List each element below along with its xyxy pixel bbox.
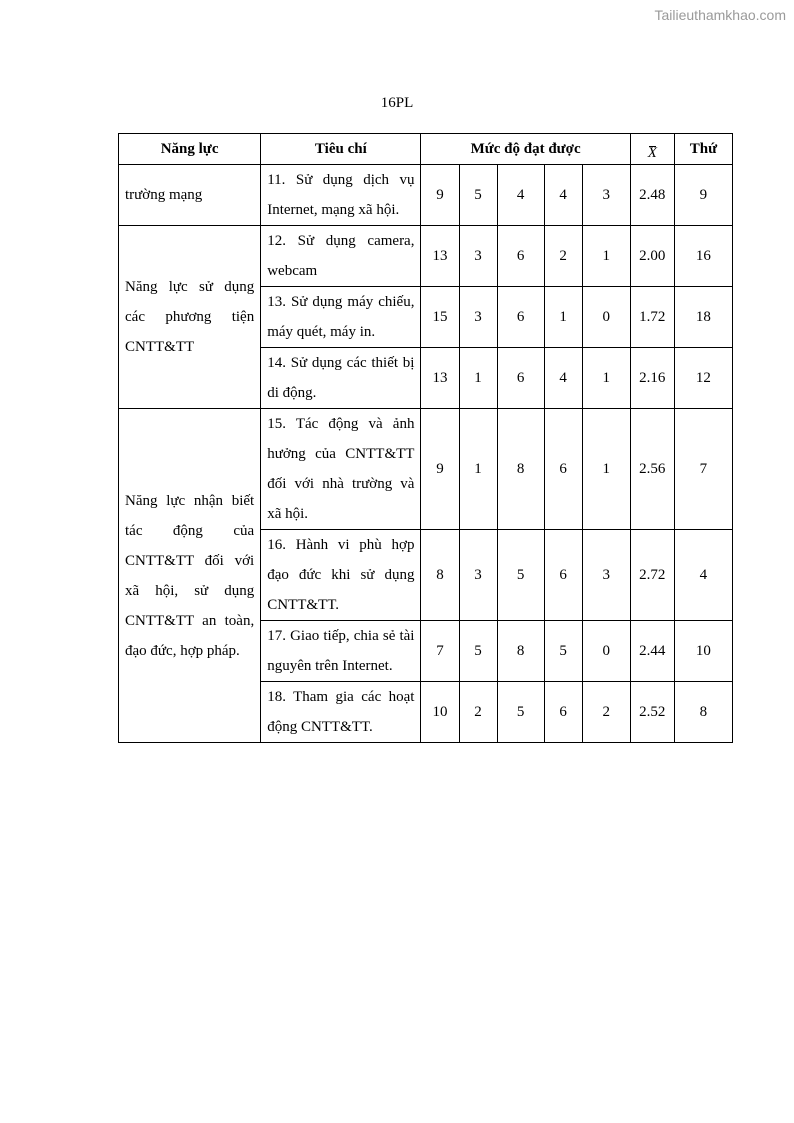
rank-cell: 7 <box>674 409 732 530</box>
level-count-cell: 3 <box>582 530 630 621</box>
results-table <box>118 133 733 743</box>
level-count-cell: 13 <box>421 226 459 287</box>
level-count-cell: 13 <box>421 348 459 409</box>
level-count-cell: 6 <box>497 226 544 287</box>
mean-cell: 2.52 <box>630 682 674 743</box>
rank-cell: 4 <box>674 530 732 621</box>
level-count-cell: 1 <box>582 409 630 530</box>
level-count-cell: 3 <box>582 165 630 226</box>
criterion-cell: 13. Sử dụng máy chiếu, máy quét, máy in. <box>261 287 421 348</box>
level-count-cell: 15 <box>421 287 459 348</box>
level-count-cell: 1 <box>582 226 630 287</box>
mean-cell: 2.44 <box>630 621 674 682</box>
level-count-cell: 4 <box>544 348 582 409</box>
header-row <box>119 134 733 165</box>
rank-cell: 18 <box>674 287 732 348</box>
header-rank: Thứ <box>674 134 732 165</box>
competency-group: Năng lực sử dụng các phương tiện CNTT&TT <box>119 226 261 409</box>
level-count-cell: 6 <box>544 409 582 530</box>
level-count-cell: 2 <box>459 682 497 743</box>
level-count-cell: 9 <box>421 409 459 530</box>
table-row <box>119 226 733 287</box>
watermark: Tailieuthamkhao.com <box>654 7 786 23</box>
page-number: 16PL <box>380 95 414 111</box>
header-level: Mức độ đạt được <box>421 134 630 165</box>
level-count-cell: 3 <box>459 287 497 348</box>
level-count-cell: 4 <box>544 165 582 226</box>
level-count-cell: 1 <box>582 348 630 409</box>
rank-cell: 16 <box>674 226 732 287</box>
header-mean <box>630 134 674 165</box>
level-count-cell: 9 <box>421 165 459 226</box>
mean-cell: 2.56 <box>630 409 674 530</box>
mean-cell: 2.00 <box>630 226 674 287</box>
level-count-cell: 6 <box>544 530 582 621</box>
level-count-cell: 2 <box>582 682 630 743</box>
level-count-cell: 6 <box>497 287 544 348</box>
rank-cell: 8 <box>674 682 732 743</box>
criterion-cell: 16. Hành vi phù hợp đạo đức khi sử dụng CNTT&TT. <box>261 530 421 621</box>
criterion-cell: 11. Sử dụng dịch vụ Internet, mạng xã hội. <box>261 165 421 226</box>
level-count-cell: 0 <box>582 287 630 348</box>
mean-cell: 1.72 <box>630 287 674 348</box>
level-count-cell: 5 <box>497 682 544 743</box>
level-count-cell: 4 <box>497 165 544 226</box>
mean-symbol: X <box>648 142 657 164</box>
rank-cell: 9 <box>674 165 732 226</box>
criterion-cell: 15. Tác động và ảnh hưởng của CNTT&TT đối với nhà trường và xã hội. <box>261 409 421 530</box>
header-group: Năng lực <box>119 134 261 165</box>
level-count-cell: 5 <box>459 621 497 682</box>
table-body <box>119 165 733 743</box>
level-count-cell: 6 <box>497 348 544 409</box>
criterion-cell: 14. Sử dụng các thiết bị di động. <box>261 348 421 409</box>
level-count-cell: 8 <box>421 530 459 621</box>
level-count-cell: 3 <box>459 226 497 287</box>
rank-cell: 10 <box>674 621 732 682</box>
level-count-cell: 5 <box>544 621 582 682</box>
competency-group: Năng lực nhận biết tác động của CNTT&TT đối với xã hội, sử dụng CNTT&TT an toàn, đạo đức, hợp pháp. <box>119 409 261 743</box>
level-count-cell: 3 <box>459 530 497 621</box>
level-count-cell: 6 <box>544 682 582 743</box>
level-count-cell: 2 <box>544 226 582 287</box>
mean-cell: 2.72 <box>630 530 674 621</box>
mean-cell: 2.48 <box>630 165 674 226</box>
criterion-cell: 17. Giao tiếp, chia sẻ tài nguyên trên Internet. <box>261 621 421 682</box>
table-row <box>119 165 733 226</box>
level-count-cell: 8 <box>497 621 544 682</box>
level-count-cell: 1 <box>459 348 497 409</box>
mean-cell: 2.16 <box>630 348 674 409</box>
table-row <box>119 409 733 530</box>
header-criterion: Tiêu chí <box>261 134 421 165</box>
level-count-cell: 7 <box>421 621 459 682</box>
criterion-cell: 12. Sử dụng camera, webcam <box>261 226 421 287</box>
rank-cell: 12 <box>674 348 732 409</box>
level-count-cell: 1 <box>544 287 582 348</box>
competency-group: trường mạng <box>119 165 261 226</box>
level-count-cell: 5 <box>459 165 497 226</box>
level-count-cell: 5 <box>497 530 544 621</box>
level-count-cell: 8 <box>497 409 544 530</box>
level-count-cell: 1 <box>459 409 497 530</box>
criterion-cell: 18. Tham gia các hoạt động CNTT&TT. <box>261 682 421 743</box>
level-count-cell: 0 <box>582 621 630 682</box>
level-count-cell: 10 <box>421 682 459 743</box>
